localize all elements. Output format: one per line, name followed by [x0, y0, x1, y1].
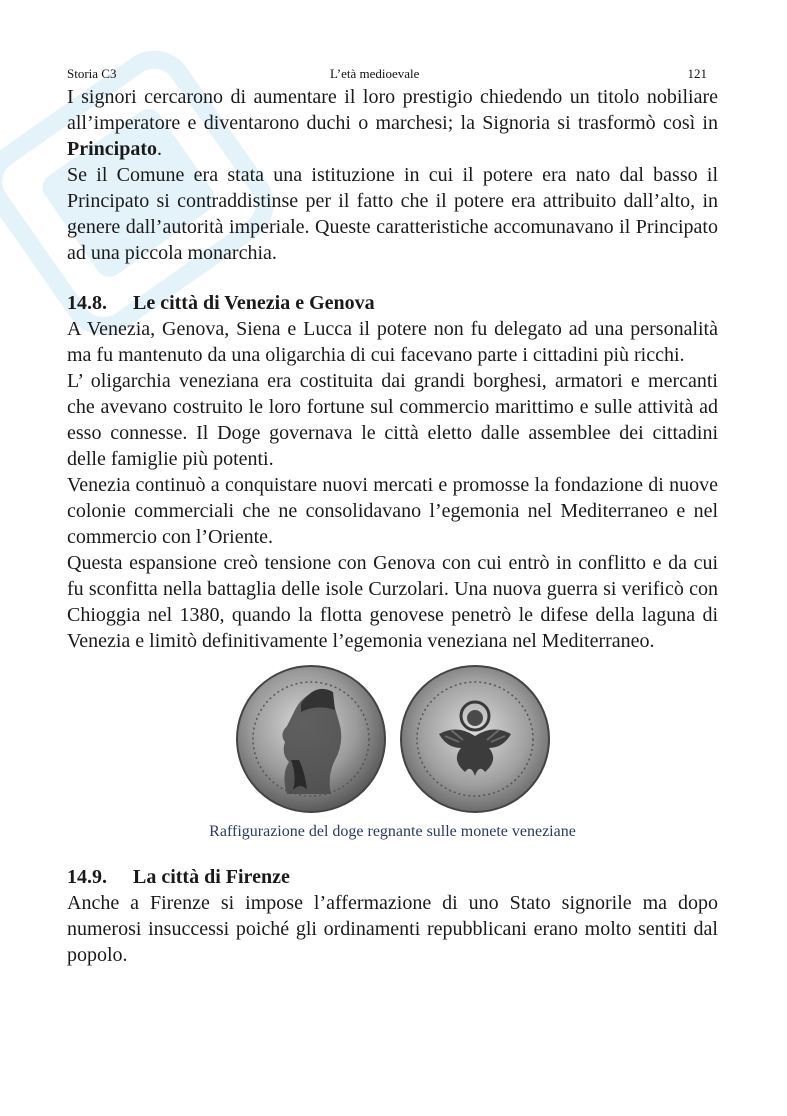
paragraph-principato: I signori cercarono di aumentare il loro prestigio chiedendo un titolo nobiliare all’imperatore e diventarono duchi o marchesi; la Signoria si trasformò così in Principato. — [67, 86, 718, 160]
page-number: 121 — [687, 66, 707, 81]
section-number: 14.8. — [67, 292, 107, 314]
paragraph: A Venezia, Genova, Siena e Lucca il potere non fu delegato ad una personalità ma fu mantenuto da una oligarchia di cui facevano parte i cittadini più ricchi. — [67, 318, 718, 366]
coin-obverse-doge-image — [235, 664, 387, 814]
paragraph: L’ oligarchia veneziana era costituita dai grandi borghesi, armatori e mercanti che avevano costruito le loro fortune sul commercio marittimo e sulle attività ad esso connesse. Il Doge governava le città eletto dalle assemblee dei cittadini delle famiglie più potenti. — [67, 370, 718, 470]
section-heading-14-9 — [67, 864, 718, 890]
header-chapter: L’età medioevale — [330, 66, 420, 81]
paragraph: Anche a Firenze si impose l’affermazione di uno Stato signorile ma dopo numerosi insuccessi poiché gli ordinamenti repubblicani erano molto sentiti dal popolo. — [67, 892, 718, 966]
section-title: Le città di Venezia e Genova — [133, 292, 375, 314]
section-heading-14-8 — [67, 290, 718, 316]
bold-term: Principato — [67, 138, 157, 160]
page-body — [67, 84, 718, 968]
paragraph-comune-principato: Se il Comune era stata una istituzione in cui il potere era nato dal basso il Principato si contraddistinse per il fatto che il potere era attribuito dall’alto, in genere dall’autorità imperiale. Queste caratteristiche accomunavano il Principato ad una piccola monarchia. — [67, 164, 718, 264]
page-header — [67, 66, 707, 84]
section-title: La città di Firenze — [133, 866, 290, 888]
section-number: 14.9. — [67, 866, 107, 888]
paragraph: Questa espansione creò tensione con Genova con cui entrò in conflitto e da cui fu sconfitta nella battaglia delle isole Curzolari. Una nuova guerra si verificò con Chioggia nel 1380, quando la flotta genovese penetrò le difese della laguna di Venezia e limitò definitivamente l’egemonia veneziana nel Mediterraneo. — [67, 552, 718, 652]
coin-reverse-lion-image — [399, 664, 551, 814]
figure-caption: Raffigurazione del doge regnante sulle monete veneziane — [209, 823, 576, 840]
coin-figure — [67, 664, 718, 814]
paragraph: Venezia continuò a conquistare nuovi mercati e promosse la fondazione di nuove colonie commerciali che ne consolidavano l’egemonia nel Mediterraneo e nel commercio con l’Oriente. — [67, 474, 718, 548]
header-subject: Storia C3 — [67, 66, 117, 81]
